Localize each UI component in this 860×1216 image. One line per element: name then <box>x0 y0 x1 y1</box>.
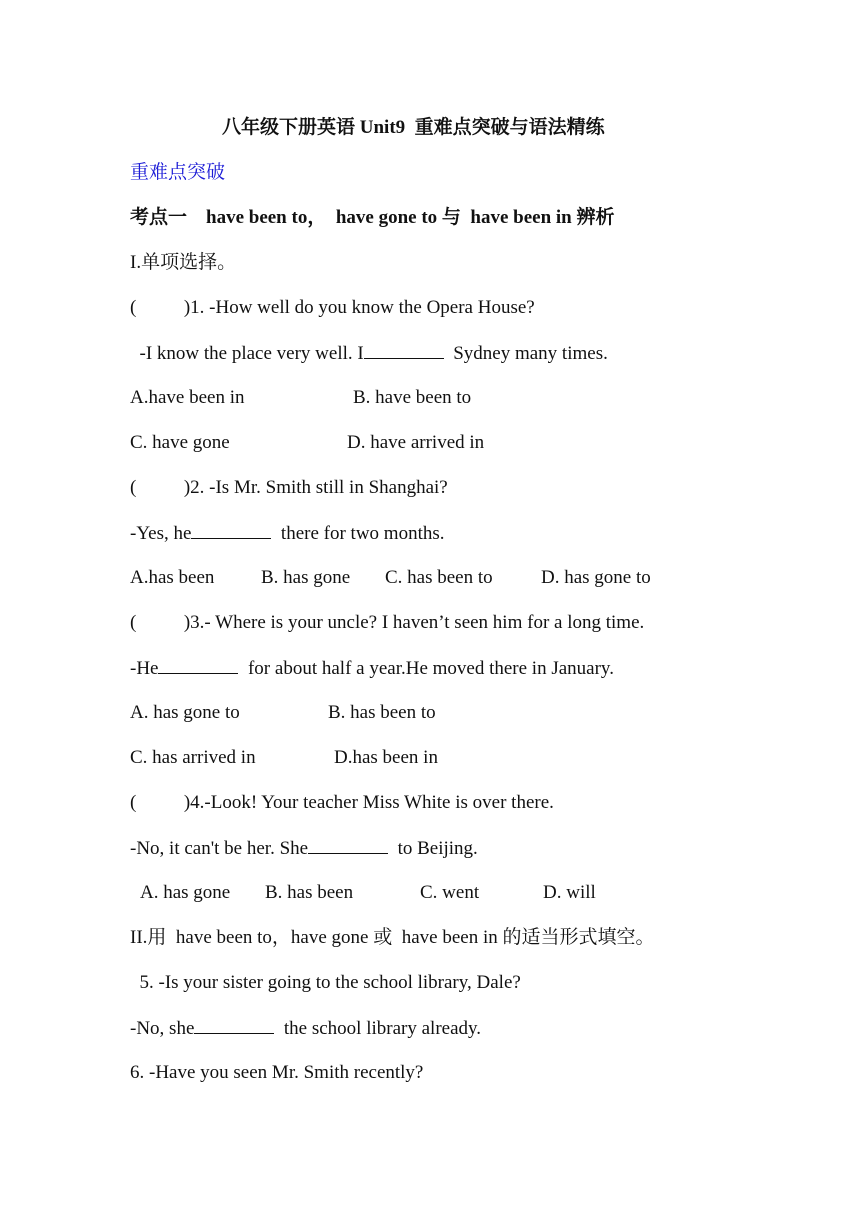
q3-stem: ( )3.- Where is your uncle? I haven’t seen him for a long time. <box>130 612 645 633</box>
q4-response-after: to Beijing. <box>388 838 478 859</box>
q6-stem: 6. -Have you seen Mr. Smith recently? <box>130 1062 424 1083</box>
q5-response <box>130 1016 481 1041</box>
part1-heading: I.单项选择。 <box>130 252 237 273</box>
q3-option-a: A. has gone to <box>130 702 240 723</box>
q1-response-before: -I know the place very well. I <box>130 343 364 364</box>
q2-option-b: B. has gone <box>261 567 351 588</box>
q2-option-d: D. has gone to <box>541 567 651 588</box>
q5-stem: 5. -Is your sister going to the school library, Dale? <box>130 972 521 993</box>
q1-response <box>130 341 608 366</box>
q3-option-b: B. has been to <box>328 702 436 723</box>
q3-option-c: C. has arrived in <box>130 747 256 768</box>
q2-option-c: C. has been to <box>385 567 493 588</box>
q1-option-d: D. have arrived in <box>347 432 485 453</box>
q4-response-before: -No, it can't be her. She <box>130 838 309 859</box>
q1-stem: ( )1. -How well do you know the Opera House? <box>130 297 535 318</box>
q2-answer-blank[interactable] <box>191 521 271 539</box>
q3-option-d: D.has been in <box>334 747 438 768</box>
q3-response <box>130 656 614 681</box>
q4-option-b: B. has been <box>265 882 354 903</box>
q4-answer-blank[interactable] <box>308 836 388 854</box>
q4-stem: ( )4.-Look! Your teacher Miss White is over there. <box>130 792 554 813</box>
q1-option-b: B. have been to <box>353 387 472 408</box>
q5-answer-blank[interactable] <box>194 1016 274 1034</box>
q5-response-before: -No, she <box>130 1018 195 1039</box>
q2-response <box>130 521 445 546</box>
q2-option-a: A.has been <box>130 567 215 588</box>
q4-option-a: A. has gone <box>140 882 231 903</box>
q3-response-after: for about half a year.He moved there in January. <box>238 658 614 679</box>
q4-response <box>130 836 478 861</box>
point-title: 考点一 have been to， have gone to 与 have been in 辨析 <box>130 207 615 228</box>
document-title: 八年级下册英语 Unit9 重难点突破与语法精练 <box>222 117 605 138</box>
q4-option-d: D. will <box>543 882 596 903</box>
q1-option-a: A.have been in <box>130 387 245 408</box>
part2-heading: II.用 have been to，have gone 或 have been in 的适当形式填空。 <box>130 927 655 948</box>
q4-option-c: C. went <box>420 882 480 903</box>
q2-response-after: there for two months. <box>271 523 445 544</box>
q1-option-c: C. have gone <box>130 432 230 453</box>
q3-response-before: -He <box>130 658 159 679</box>
q1-answer-blank[interactable] <box>364 341 444 359</box>
section-heading: 重难点突破 <box>130 162 226 183</box>
q1-response-after: Sydney many times. <box>443 343 608 364</box>
q3-answer-blank[interactable] <box>158 656 238 674</box>
q2-response-before: -Yes, he <box>130 523 192 544</box>
q5-response-after: the school library already. <box>274 1018 482 1039</box>
q2-stem: ( )2. -Is Mr. Smith still in Shanghai? <box>130 477 448 498</box>
